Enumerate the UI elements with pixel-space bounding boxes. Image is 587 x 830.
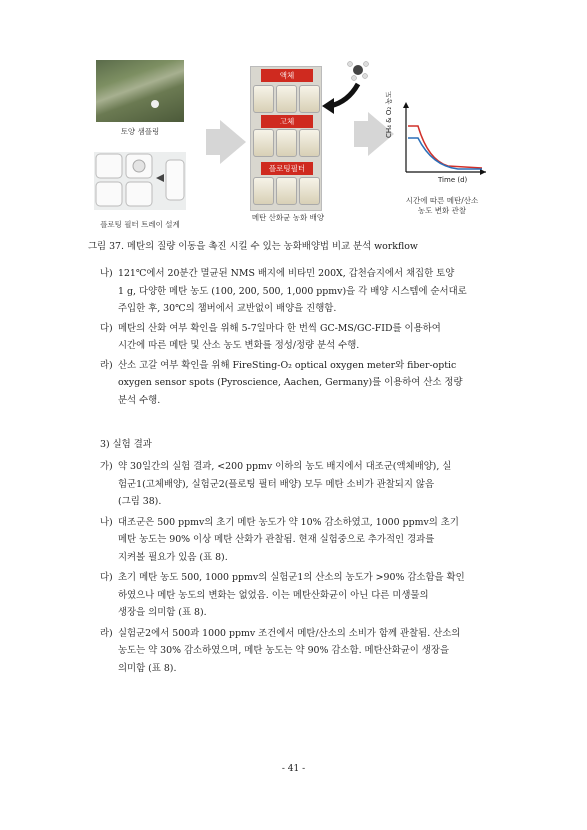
text-line: 실험군2에서 500과 1000 ppmv 조건에서 메탄/산소의 소비가 함께 관찰됨. 산소의 xyxy=(118,627,461,639)
text-line: 121℃에서 20분간 멸균된 NMS 배지에 비타민 200X, 갑천습지에서 채집한 토양 xyxy=(118,268,455,279)
methane-molecule-icon xyxy=(318,58,378,120)
shelf-label-solid: 고체 xyxy=(261,115,313,128)
graph-y-axis-label: CH₄ & O₂ 농도 xyxy=(385,91,393,138)
text-line: oxygen sensor spots (Pyroscience, Aachen, Germany)를 이용하여 산소 정량 xyxy=(118,377,463,388)
text-line: 1 g, 다양한 메탄 농도 (100, 200, 500, 1,000 ppmv)을 각 배양 시스템에 순서대로 xyxy=(118,285,467,297)
floating-filter-tray-photo xyxy=(94,152,186,210)
text-line: 시간에 따른 메탄 및 산소 농도 변화를 정성/정량 분석 수행. xyxy=(118,340,360,351)
text-line: 농도는 약 30% 감소하였으며, 메탄 농도는 약 90% 감소함. 메탄산화균이 생장을 xyxy=(118,645,450,656)
list-marker: 라) xyxy=(100,359,113,371)
list-item xyxy=(100,625,540,678)
culture-caption: 메탄 산화균 농화 배양 xyxy=(251,213,325,222)
text-line: 메탄 농도는 90% 이상 메탄 산화가 관찰됨. 현재 실험중으로 추가적인 경과를 xyxy=(118,534,435,545)
list-marker: 다) xyxy=(100,322,113,334)
figure-caption: 그림 37. 메탄의 질량 이동을 촉진 시킬 수 있는 농화배양법 비교 분석 workflow xyxy=(88,241,418,252)
sample-marker xyxy=(151,100,159,108)
methane-curve xyxy=(408,126,482,168)
text-line: 하였으나 메탄 농도의 변화는 없었음. 이는 메탄산화균이 아닌 다른 미생물의 xyxy=(118,589,429,601)
shelf-label-liquid: 액체 xyxy=(261,69,313,82)
text-line: 생장을 의미함 (표 8). xyxy=(118,607,207,618)
soil-sampling-photo xyxy=(96,60,184,122)
text-line: (그림 38). xyxy=(118,496,162,507)
page-number: - 41 - xyxy=(281,764,306,774)
text-line: 약 30일간의 실험 결과, <200 ppmv 이하의 농도 배지에서 대조군(액체배양), 실 xyxy=(118,461,452,472)
list-item xyxy=(100,514,540,567)
results-list xyxy=(100,458,540,677)
list-item xyxy=(100,265,540,318)
soil-sampling-caption: 토양 샘플링 xyxy=(120,127,160,136)
list-marker: 나) xyxy=(100,516,113,528)
graph-caption-line-1: 시간에 따른 메탄/산소 xyxy=(405,196,479,205)
text-line: 험군1(고체배양), 실험군2(플로팅 필터 배양) 모두 메탄 소비가 관찰되지 않음 xyxy=(118,478,435,490)
enrichment-culture-photo xyxy=(250,66,322,211)
text-line: 의미함 (표 8). xyxy=(118,662,177,674)
list-marker: 나) xyxy=(100,268,113,279)
text-line: 산소 고갈 여부 확인을 위해 FireSting-O₂ optical oxygen meter와 fiber-optic xyxy=(118,359,457,371)
graph-x-axis-label: Time (d) xyxy=(438,176,468,184)
shelf-label-floating-filter: 플로팅필터 xyxy=(261,162,313,175)
list-marker: 다) xyxy=(100,572,113,583)
text-line: 대조군은 500 ppmv의 초기 메탄 농도가 약 10% 감소하였고, 1000 ppmv의 초기 xyxy=(118,516,459,528)
text-line: 지켜볼 필요가 있음 (표 8). xyxy=(118,551,228,563)
method-list xyxy=(100,265,540,409)
text-line: 주입한 후, 30℃의 챔버에서 교반없이 배양을 진행함. xyxy=(118,303,337,314)
list-marker: 가) xyxy=(100,461,113,472)
floating-filter-caption: 플로팅 필터 트레이 설계 xyxy=(100,220,180,229)
list-item xyxy=(100,357,540,410)
graph-caption-line-2: 농도 변화 관찰 xyxy=(417,206,467,215)
list-item xyxy=(100,320,540,355)
section-heading: 3) 실험 결과 xyxy=(100,439,152,450)
concentration-graph xyxy=(385,91,488,190)
text-line: 분석 수행. xyxy=(118,394,161,406)
list-item xyxy=(100,569,540,622)
text-line: 초기 메탄 농도 500, 1000 ppmv의 실험군1의 산소의 농도가 >90% 감소함을 확인 xyxy=(118,572,465,583)
graph-caption xyxy=(392,196,492,216)
list-marker: 라) xyxy=(100,627,113,639)
text-line: 메탄의 산화 여부 확인을 위해 5-7일마다 한 번씩 GC-MS/GC-FID를 이용하여 xyxy=(118,322,441,334)
list-item xyxy=(100,458,540,511)
